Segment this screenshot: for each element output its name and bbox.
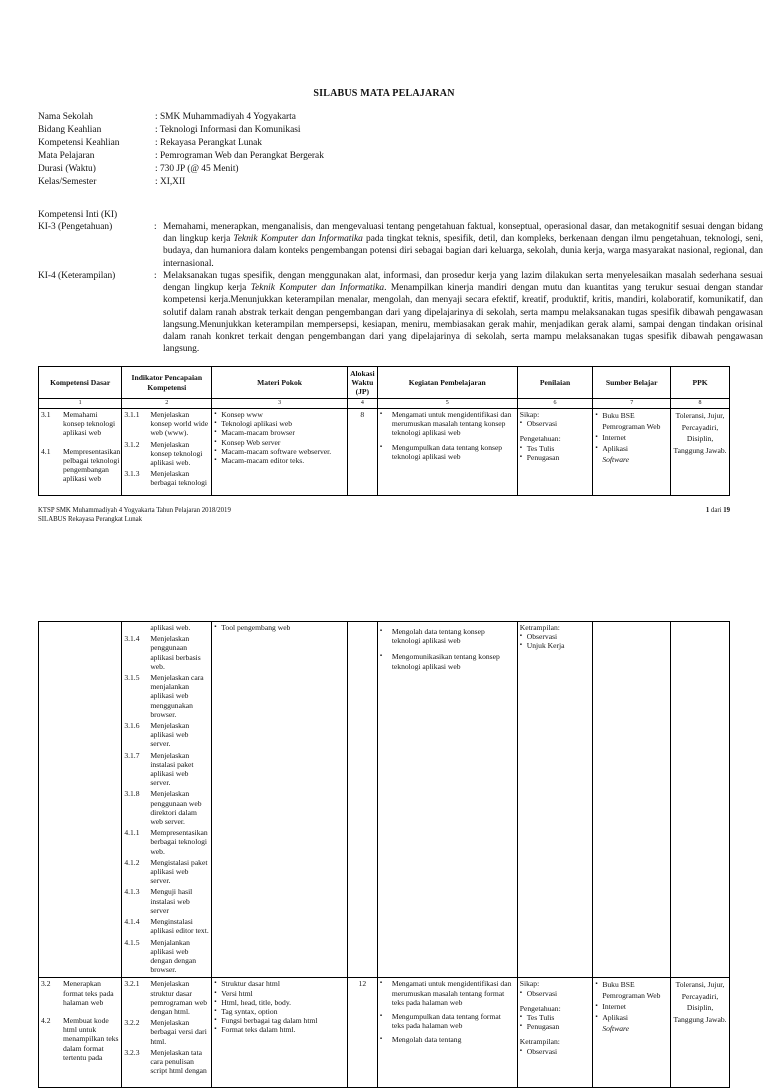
materi-item: ▪ Html, head, title, body. (214, 997, 292, 1007)
column-number: 5 (377, 399, 517, 409)
identity-label: Nama Sekolah (38, 112, 93, 122)
ipk-item: 4.1.4 Menginstalasi aplikasi editor text. (124, 917, 209, 936)
kegiatan-cell (377, 978, 517, 1088)
penilaian-item: ▪ Observasi (519, 1046, 558, 1056)
column-header: Kegiatan Pembelajaran (377, 367, 517, 399)
sumber-cell (593, 978, 671, 1088)
kegiatan-item: ▪ Mengolah data tentang konsep teknologi aplikasi web (379, 627, 485, 646)
column-header: PPK (671, 367, 730, 399)
ipk-cell (122, 978, 212, 1088)
identity-value: : Teknologi Informasi dan Komunikasi (155, 125, 301, 135)
kd-cell (39, 409, 122, 496)
column-header: Materi Pokok (212, 367, 348, 399)
identity-label: Mata Pelajaran (38, 151, 95, 161)
materi-item: ▪ Tag syntax, option (214, 1006, 278, 1016)
document-page-2 (0, 586, 768, 1076)
identity-value: : Pemrograman Web dan Perangkat Bergerak (155, 151, 324, 161)
waktu-cell: 12 (347, 978, 377, 1088)
penilaian-cell (517, 978, 593, 1088)
ipk-item: 4.1.3 Menguji hasil instalasi web server (124, 887, 193, 915)
penilaian-item: ▪ Observasi (519, 988, 558, 998)
page-number: 1 dari 19 (705, 507, 730, 514)
ipk-item: 4.1.2 Mengistalasi paket aplikasi web server. (124, 857, 208, 886)
kegiatan-item: ▪ Mengumpulkan data tentang konsep teknologi aplikasi web (379, 442, 503, 461)
ki4-label: KI-4 (Keterampilan) (38, 271, 116, 281)
penilaian-label: Ketrampilan: (519, 623, 560, 632)
materi-cell (212, 622, 348, 978)
ipk-item: 3.2.1 Menjelaskan struktur dasar pemrograman web dengan html. (124, 979, 208, 1016)
ipk-item: 3.1.6 Menjelaskan aplikasi web server. (124, 721, 190, 749)
kegiatan-cell (377, 409, 517, 496)
kd-cell (39, 978, 122, 1088)
kegiatan-item: ▪ Mengamati untuk mengidentifikasi dan merumuskan masalah tentang format teks pada halaman web (379, 979, 512, 1007)
ki3-label: KI-3 (Pengetahuan) (38, 222, 113, 232)
sumber-item: ▪ Buku BSE Pemrograman Web (595, 980, 661, 1001)
materi-cell (212, 978, 348, 1088)
sumber-cell (593, 409, 671, 496)
penilaian-label: Pengetahuan: (519, 434, 561, 444)
ppk-cell: Toleransi, Jujur, Percayadiri, Disiplin, Tanggung Jawab. (671, 978, 730, 1088)
materi-cell (212, 409, 348, 496)
waktu-cell: 8 (347, 409, 377, 496)
materi-item: ▪ Struktur dasar html (214, 979, 280, 989)
ki3-block (38, 221, 763, 269)
column-header: Penilaian (517, 367, 593, 399)
penilaian-item: ▪ Observasi (519, 419, 558, 429)
penilaian-item: ▪ Tes Tulis (519, 1012, 555, 1022)
column-number: 3 (212, 399, 348, 409)
materi-item: ▪ Macam-macam browser (214, 428, 295, 438)
materi-item: ▪ Konsep Web server (214, 437, 281, 447)
sumber-item: ▪ Aplikasi Software (595, 1013, 630, 1034)
ipk-item: 3.1.4 Menjelaskan penggunaan aplikasi berbasis web. (124, 634, 201, 671)
table-row (39, 622, 730, 978)
materi-item: ▪ Macam-macam editor teks. (214, 456, 305, 466)
column-number: 2 (122, 399, 212, 409)
ipk-item: 3.2.3 Menjelaskan tata cara penulisan script html dengan (124, 1047, 207, 1076)
page-footer (38, 506, 730, 524)
document-page-1 (0, 0, 768, 540)
kegiatan-item: ▪ Mengamati untuk mengidentifikasi dan merumuskan masalah tentang konsep teknologi aplikasi web (379, 410, 512, 438)
identity-label: Kelas/Semester (38, 177, 97, 187)
penilaian-item: ▪ Penugasan (519, 1022, 560, 1032)
document-title: SILABUS MATA PELAJARAN (313, 88, 455, 99)
materi-item: ▪ Teknologi aplikasi web (214, 419, 293, 429)
penilaian-label: Sikap: (519, 410, 540, 419)
materi-item: ▪ Fungsi berbagai tag dalam html (214, 1016, 318, 1026)
page-gap (0, 540, 768, 586)
column-header: Alokasi Waktu (JP) (347, 367, 377, 399)
table-row (39, 978, 730, 1088)
penilaian-item: ▪ Tes Tulis (519, 443, 555, 453)
table-header-row (39, 367, 730, 399)
ipk-item: 4.1.1 Mempresentasikan berbagai teknologi web. (124, 828, 208, 856)
ipk-item: aplikasi web. (150, 623, 191, 632)
materi-item: ▪ Tool pengembang web (214, 623, 291, 632)
ipk-cell (122, 409, 212, 496)
column-number: 8 (671, 399, 730, 409)
sumber-item: ▪ Aplikasi Software (595, 444, 630, 464)
ki4-block (38, 270, 763, 355)
penilaian-label: Pengetahuan: (519, 1003, 561, 1013)
syllabus-table-continued (38, 621, 730, 1088)
penilaian-label: Ketrampilan: (519, 1037, 560, 1047)
ipk-item: 3.1.3 Menjelaskan berbagai teknologi (124, 469, 208, 488)
identity-value: : XI,XII (155, 177, 186, 187)
materi-item: ▪ Macam-macam software webserver. (214, 446, 332, 456)
identity-label: Bidang Keahlian (38, 125, 102, 135)
footer-line: KTSP SMK Muhammadiyah 4 Yogyakarta Tahun Pelajaran 2018/2019 (38, 507, 231, 514)
column-header: Kompetensi Dasar (39, 367, 122, 399)
kegiatan-item: ▪ Mengumpulkan data tentang format teks pada halaman web (379, 1011, 501, 1031)
kd-item: 3.1 Memahami konsep teknologi aplikasi web (41, 410, 116, 438)
syllabus-table (38, 366, 730, 496)
ki4-colon: : (154, 271, 157, 281)
kd-item: 4.1 Mempresentasikan pelbagai teknologi pengembangan aplikasi web (41, 446, 121, 484)
kegiatan-item: ▪ Mengolah data tentang (379, 1035, 462, 1045)
ipk-item: 3.1.2 Menjelaskan konsep teknologi aplikasi web. (124, 439, 203, 468)
ki3-colon: : (154, 222, 157, 232)
kd-item: 3.2 Menerapkan format teks pada halaman web (41, 979, 114, 1007)
sumber-item: ▪ Internet (595, 433, 626, 442)
penilaian-cell (517, 622, 593, 978)
identity-value: : 730 JP (@ 45 Menit) (155, 164, 239, 174)
table-row (39, 409, 730, 496)
ppk-cell: Toleransi, Jujur, Percayadiri, Disiplin, Tanggung Jawab. (671, 409, 730, 496)
column-number: 6 (517, 399, 593, 409)
materi-item: ▪ Format teks dalam html. (214, 1025, 296, 1035)
penilaian-item: ▪ Penugasan (519, 452, 560, 462)
waktu-cell (347, 622, 377, 978)
materi-item: ▪ Versi html (214, 988, 253, 998)
column-header: Indikator Pencapaian Kompetensi (122, 367, 212, 399)
ipk-item: 3.2.2 Menjelaskan berbagai versi dari html. (124, 1018, 207, 1046)
identity-value: : SMK Muhammadiyah 4 Yogyakarta (155, 112, 296, 122)
kd-cell (39, 622, 122, 978)
ipk-item: 3.1.8 Menjelaskan penggunaan web direktori dalam web server. (124, 789, 202, 827)
kegiatan-cell (377, 622, 517, 978)
kd-item: 4.2 Membuat kode html untuk menampilkan teks dalam format tertentu pada (41, 1015, 119, 1062)
column-number: 7 (593, 399, 671, 409)
ipk-item: 3.1.5 Menjelaskan cara menjalankan aplikasi web menggunakan browser. (124, 673, 204, 719)
sumber-item: ▪ Buku BSE Pemrograman Web (595, 411, 661, 431)
ipk-cell (122, 622, 212, 978)
identity-label: Durasi (Waktu) (38, 164, 96, 174)
ipk-item: 3.1.7 Menjelaskan instalasi paket aplikasi web server. (124, 750, 194, 788)
identity-label: Kompetensi Keahlian (38, 138, 120, 148)
penilaian-cell (517, 409, 593, 496)
identity-value: : Rekayasa Perangkat Lunak (155, 138, 262, 148)
ki-heading: Kompetensi Inti (KI) (38, 210, 118, 220)
ki3-text: Memahami, menerapkan, menganalisis, dan mengevaluasi tentang pengetahuan faktual, konseptual, operasional dasar, dan metakognitif sesuai dengan bidang dan lingkup kerja Teknik Komputer dan Informatika pada tingkat teknis, spesifik, detil, dan kompleks, berkenaan dengan ilmu pengetahuan, teknologi, seni, budaya, dan humaniora dalam konteks pengembangan potensi diri sebagai bagian dari keluarga, sekolah, dunia kerja, warga masyarakat nasional, regional, dan internasional. (163, 222, 763, 269)
footer-line: SILABUS Rekayasa Perangkat Lunak (38, 516, 143, 523)
sumber-item: ▪ Internet (595, 1002, 626, 1012)
kegiatan-item: ▪ Mengomunikasikan tentang konsep teknologi aplikasi web (379, 652, 500, 671)
penilaian-item: ▪ Unjuk Kerja (519, 641, 565, 651)
ki4-text: Melaksanakan tugas spesifik, dengan menggunakan alat, informasi, dan prosedur kerja yang lazim dilakukan serta menyelesaikan masalah sederhana sesuai dengan lingkup kerja Teknik Komputer dan Informatika. Menampilkan kinerja mandiri dengan mutu dan kuantitas yang terukur sesuai dengan standar kompetensi kerja.Menunjukkan keterampilan menalar, mengolah, dan menyaji secara efektif, kreatif, produktif, kritis, mandiri, kolaboratif, komunikatif, dan solutif dalam ranah abstrak terkait dengan pengembangan dari yang dipelajarinya di sekolah, serta mampu melaksanakan tugas spesifik dibawah pengawasan langsung.Menunjukkan keterampilan mempersepsi, kesiapan, meniru, membiasakan gerak mahir, menjadikan gerak alami, sampai dengan tindakan orisinal dalam ranah konkret terkait dengan pengembangan dari yang dipelajarinya di sekolah, serta mampu melaksanakan tugas spesifik dibawah pengawasan langsung. (163, 271, 763, 355)
ppk-cell (671, 622, 730, 978)
penilaian-label: Sikap: (519, 979, 540, 989)
sumber-cell (593, 622, 671, 978)
column-number: 1 (39, 399, 122, 409)
ipk-item: 4.1.5 Menjalankan aplikasi web dengan dengan browser. (124, 937, 197, 975)
penilaian-item: ▪ Observasi (519, 632, 558, 642)
column-header: Sumber Belajar (593, 367, 671, 399)
column-number: 4 (347, 399, 377, 409)
column-number-row (39, 399, 730, 409)
ipk-item: 3.1.1 Menjelaskan konsep world wide web (www). (124, 410, 209, 438)
materi-item: ▪ Konsep www (214, 410, 263, 419)
